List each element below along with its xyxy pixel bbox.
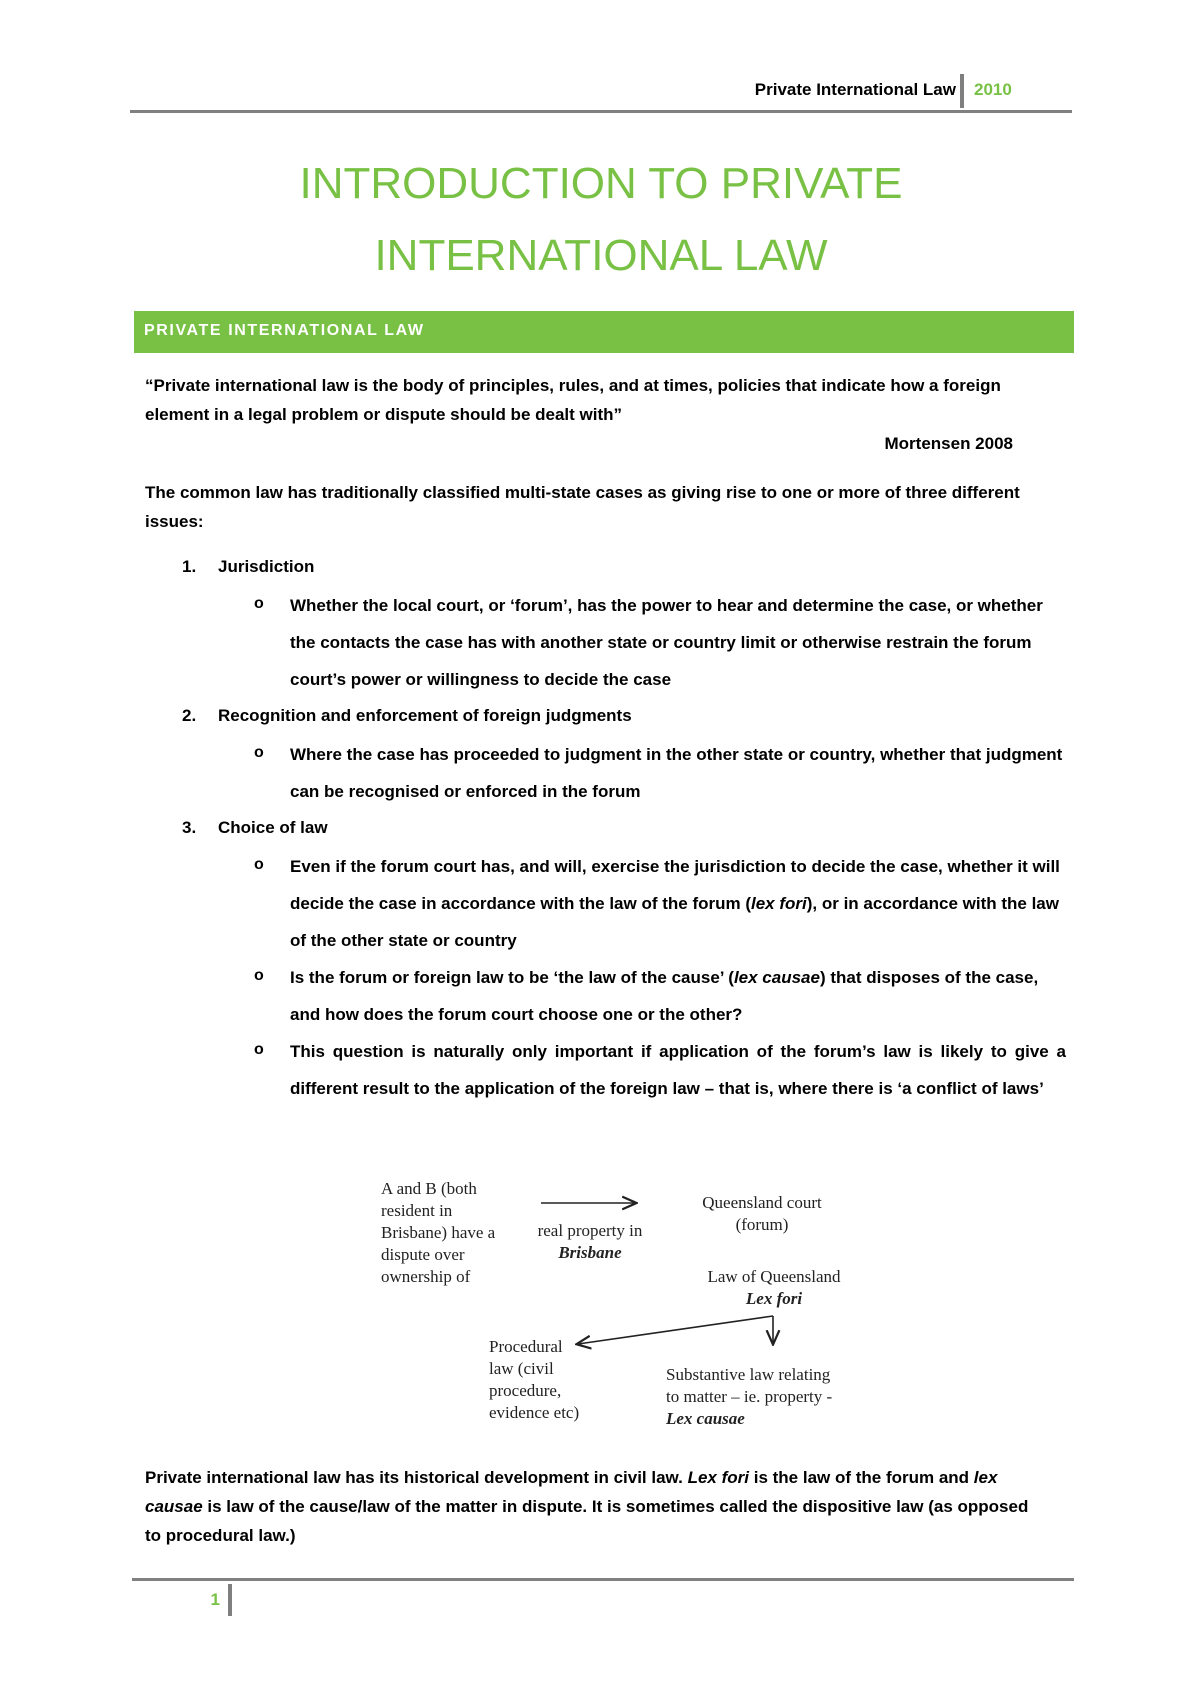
diagram-line: Substantive law relating (666, 1365, 831, 1384)
diagram-line: Brisbane) have a (381, 1223, 496, 1242)
page-number: 1 (210, 1590, 220, 1609)
diagram-property (520, 1220, 660, 1264)
diagram-latin-term: Lex fori (745, 1289, 803, 1308)
diagram-line: Procedural (489, 1337, 563, 1356)
closing-text-part: Private international law has its historical development in civil law. (145, 1468, 688, 1487)
closing-text-part: is the law of the forum and (749, 1468, 974, 1487)
diagram-line: law (civil (489, 1359, 554, 1378)
issue-number: 3. (182, 818, 197, 837)
title-line-2: INTERNATIONAL LAW (374, 231, 828, 280)
latin-term: lex causae (145, 1468, 998, 1516)
issue-bullet-text: Whether the local court, or ‘forum’, has the power to hear and determine the case, or whether the contacts the case has with another state or country limit or otherwise restrain the forum court’s power or willingness to decide the case (290, 596, 1043, 689)
diagram-line: ownership of (381, 1267, 471, 1286)
issue-number: 2. (182, 706, 197, 725)
latin-term: Lex fori (687, 1468, 749, 1487)
diagram-latin-term: Lex causae (666, 1409, 745, 1428)
diagram-line: Queensland court (702, 1193, 822, 1212)
diagram-line: A and B (both (381, 1179, 477, 1198)
quote-attribution: Mortensen 2008 (884, 434, 1013, 453)
header-doc-title: Private International Law (754, 80, 956, 99)
diagram-law (692, 1266, 856, 1310)
bullet-marker: o (254, 967, 264, 984)
quote-text: “Private international law is the body of principles, rules, and at times, policies that indicate how a foreign element in a legal problem or dispute should be dealt with” (145, 376, 1001, 424)
diagram-line: evidence etc) (489, 1403, 580, 1422)
diagram-line: real property in (537, 1221, 643, 1240)
bullet-text-part: Even if the forum court has, and will, exercise the jurisdiction to decide the case, whether it will decide the case in accordance with the law of the forum ( (290, 857, 1060, 913)
issue-bullet-text: Where the case has proceeded to judgment in the other state or country, whether that judgment can be recognised or enforced in the forum (290, 745, 1063, 801)
diagram-parties (381, 1178, 495, 1288)
issue-number: 1. (182, 557, 197, 576)
footer-rule (132, 1578, 1074, 1581)
diagram-substantive (666, 1364, 832, 1430)
issue-bullet-text: This question is naturally only important if application of the forum’s law is likely to give a different result to the application of the foreign law – that is, where there is ‘a conflict of laws’ (290, 1042, 1066, 1098)
diagram-place: Brisbane (558, 1243, 622, 1262)
diagram-line: Law of Queensland (707, 1267, 841, 1286)
title-line-1: INTRODUCTION TO PRIVATE (299, 159, 903, 208)
bullet-marker: o (254, 856, 264, 873)
bullet-text-part: Is the forum or foreign law to be ‘the law of the cause’ ( (290, 968, 734, 987)
diagram-line: dispute over (381, 1245, 465, 1264)
issue-label: Jurisdiction (218, 557, 315, 576)
arrow-to-procedural (578, 1316, 773, 1344)
issue-label: Choice of law (218, 818, 328, 837)
closing-text-part: is law of the cause/law of the matter in dispute. It is sometimes called the dispositive law (as opposed to procedural law.) (145, 1497, 1029, 1545)
bullet-marker: o (254, 595, 264, 612)
diagram-line: to matter – ie. property - (666, 1387, 833, 1406)
latin-term: lex causae (733, 968, 820, 987)
bullet-marker: o (254, 1041, 264, 1058)
latin-term: lex fori (751, 894, 807, 913)
diagram-line: (forum) (735, 1215, 789, 1234)
issue-label: Recognition and enforcement of foreign judgments (218, 706, 632, 725)
diagram-procedural (489, 1336, 579, 1424)
bullet-marker: o (254, 744, 264, 761)
closing-paragraph (145, 1463, 1045, 1550)
bullet-text-part: ), or in accordance with the law of the other state or country (290, 894, 1059, 950)
intro-paragraph: The common law has traditionally classified multi-state cases as giving rise to one or more of three different issues: (145, 483, 1020, 531)
diagram-line: resident in (381, 1201, 453, 1220)
diagram-court (682, 1192, 842, 1236)
footer-divider (228, 1584, 232, 1616)
bullet-text-part: ) that disposes of the case, and how does the forum court choose one or the other? (290, 968, 1039, 1024)
header-year: 2010 (974, 80, 1012, 99)
section-heading: PRIVATE INTERNATIONAL LAW (144, 322, 425, 339)
diagram-line: procedure, (489, 1381, 562, 1400)
